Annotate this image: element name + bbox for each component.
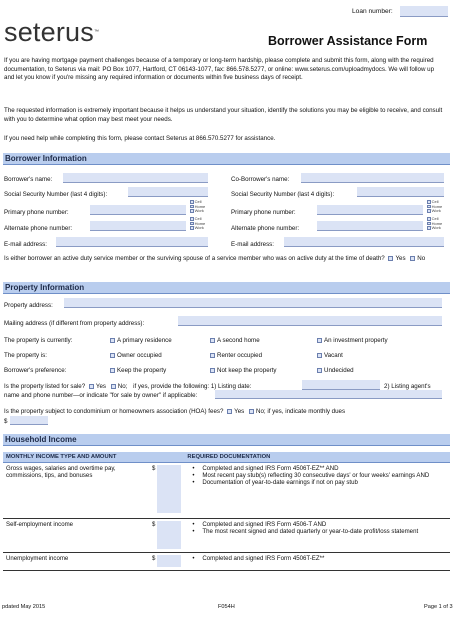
vacant-checkbox[interactable]: [317, 353, 322, 358]
coborrower-primary-phone-type-options: Cell Home Work: [427, 200, 442, 214]
coborrower-email-field[interactable]: [284, 237, 444, 247]
second-home-checkbox[interactable]: [210, 338, 215, 343]
footer-form-code: F054H: [218, 604, 235, 610]
renter-occupied-checkbox[interactable]: [210, 353, 215, 358]
second-home-option[interactable]: A second home: [210, 337, 260, 344]
renter-occupied-option[interactable]: Renter occupied: [210, 352, 262, 359]
listed-no-checkbox[interactable]: [111, 384, 116, 389]
dollar-sign: $: [152, 465, 156, 472]
listing-agent-label: 2) Listing agent's: [384, 383, 431, 390]
logo-trademark: ™: [93, 29, 100, 35]
military-no-checkbox[interactable]: [410, 256, 415, 261]
borrower-name-field[interactable]: [63, 173, 208, 183]
listing-agent-field[interactable]: [215, 390, 442, 399]
intro-paragraph-2: The requested information is extremely important because it helps us understand your situation, identify the solutions you may be eligible to receive, and consult with you to determine what option may best meet your needs.: [4, 107, 443, 123]
home-checkbox[interactable]: [427, 205, 431, 209]
income-type-label: Gross wages, salaries and overtime pay, commissions, tips, and bonuses: [6, 465, 116, 480]
work-checkbox[interactable]: [190, 209, 194, 213]
table-row: [3, 553, 450, 571]
coborrower-alternate-phone-type-options: Cell Home Work: [427, 217, 442, 231]
listed-for-sale-question: Is the property listed for sale?: [4, 383, 86, 390]
doc-item: • Completed and signed IRS Form 4506T-EZ**: [187, 555, 447, 562]
hoa-dollar-sign: $: [4, 418, 8, 425]
logo-text: seterus: [4, 17, 94, 47]
coborrower-name-field[interactable]: [301, 173, 444, 183]
income-type-label: Self-employment income: [6, 521, 74, 528]
cell-checkbox[interactable]: [427, 217, 431, 221]
not-keep-property-checkbox[interactable]: [210, 368, 215, 373]
borrower-name-label: Borrower's name:: [4, 176, 53, 183]
hoa-question: Is the property subject to condominium or homeowners association (HOA) fees?: [4, 408, 224, 415]
home-checkbox[interactable]: [190, 222, 194, 226]
alternate-phone-type-options: Cell Home Work: [190, 217, 205, 231]
undecided-option[interactable]: Undecided: [317, 367, 354, 374]
loan-number-field[interactable]: [400, 6, 448, 17]
primary-residence-option[interactable]: A primary residence: [110, 337, 172, 344]
email-field[interactable]: [56, 237, 208, 247]
documentation-cell: [184, 463, 450, 519]
military-yes-checkbox[interactable]: [388, 256, 393, 261]
doc-item: • The most recent signed and dated quarterly or year-to-date profit/loss statement: [187, 528, 447, 535]
property-address-label: Property address:: [4, 302, 53, 309]
doc-item: • Completed and signed IRS Form 4506T-EZ** AND: [187, 465, 447, 472]
income-amount-field[interactable]: [157, 555, 181, 567]
coborrower-email-label: E-mail address:: [231, 241, 274, 248]
owner-occupied-checkbox[interactable]: [110, 353, 115, 358]
listed-yes-label: Yes: [95, 383, 106, 390]
coborrower-ssn-field[interactable]: [357, 187, 444, 197]
income-amount-field[interactable]: [157, 465, 181, 513]
loan-number-label: Loan number:: [352, 8, 393, 15]
work-checkbox[interactable]: [427, 209, 431, 213]
household-income-table: [3, 452, 450, 571]
hoa-yes-checkbox[interactable]: [227, 409, 232, 414]
seterus-logo: [4, 19, 99, 46]
listing-date-text: if yes, provide the following: 1) Listing date:: [133, 383, 252, 390]
hoa-row: [4, 408, 345, 415]
listed-for-sale-row: [4, 383, 251, 390]
property-information-heading: Property Information: [3, 282, 450, 294]
hoa-no-checkbox[interactable]: [249, 409, 254, 414]
doc-item: • Most recent pay stub(s) reflecting 30 consecutive days' or four weeks' earnings AND: [187, 472, 447, 479]
dollar-sign: $: [152, 521, 156, 528]
coborrower-name-label: Co-Borrower's name:: [231, 176, 290, 183]
mailing-address-field[interactable]: [178, 316, 442, 326]
work-checkbox[interactable]: [427, 226, 431, 230]
not-keep-property-option[interactable]: Not keep the property: [210, 367, 277, 374]
listed-no-label: No;: [117, 383, 128, 390]
intro-paragraph-1: If you are having mortgage payment challenges because of a temporary or long-term hardship, please complete and submit this form, along with the required documentation, to Seterus via mail: PO Box 1077, Hartford, CT 06143-1077, fax: 866.578.5277, or online: www.seterus.com/uploadmydocs. We will follow up and let you know if you're missing any required information or documents within five business days of receipt.: [4, 57, 435, 81]
home-checkbox[interactable]: [427, 222, 431, 226]
dollar-sign: $: [152, 555, 156, 562]
undecided-checkbox[interactable]: [317, 368, 322, 373]
income-type-header: MONTHLY INCOME TYPE AND AMOUNT: [3, 452, 184, 463]
preference-label: Borrower's preference:: [4, 367, 67, 374]
investment-property-option[interactable]: An investment property: [317, 337, 388, 344]
work-checkbox[interactable]: [190, 226, 194, 230]
ssn-label: Social Security Number (last 4 digits):: [4, 191, 108, 198]
coborrower-primary-phone-label: Primary phone number:: [231, 209, 296, 216]
hoa-yes-label: Yes: [234, 408, 245, 415]
cell-checkbox[interactable]: [427, 200, 431, 204]
hoa-dues-field[interactable]: [10, 416, 48, 425]
email-label: E-mail address:: [4, 241, 47, 248]
income-type-label: Unemployment income: [6, 555, 69, 562]
documentation-cell: [184, 519, 450, 553]
table-row: [3, 519, 450, 553]
income-type-cell: [3, 519, 184, 553]
doc-item: • Completed and signed IRS Form 4506-T AND: [187, 521, 447, 528]
coborrower-ssn-label: Social Security Number (last 4 digits):: [231, 191, 335, 198]
listing-date-field[interactable]: [302, 380, 380, 390]
primary-phone-field[interactable]: [90, 205, 186, 215]
property-address-field[interactable]: [64, 298, 442, 308]
primary-phone-label: Primary phone number:: [4, 209, 69, 216]
keep-property-checkbox[interactable]: [110, 368, 115, 373]
form-title: Borrower Assistance Form: [268, 34, 428, 48]
listing-agent-label-line2: name and phone number—or indicate "for sale by owner" if applicable:: [4, 392, 198, 399]
footer-page-number: Page 1 of 3: [424, 604, 453, 610]
alternate-phone-field[interactable]: [90, 221, 186, 231]
coborrower-alternate-phone-field[interactable]: [317, 221, 423, 231]
property-is-label: The property is:: [4, 352, 47, 359]
cell-checkbox[interactable]: [190, 217, 194, 221]
doc-item: • Documentation of year-to-date earnings if not on pay stub: [187, 479, 447, 486]
required-documentation-header: REQUIRED DOCUMENTATION: [184, 452, 450, 463]
alternate-phone-label: Alternate phone number:: [4, 225, 73, 232]
footer-updated: pdated May 2015: [2, 604, 46, 610]
primary-phone-type-options: Cell Home Work: [190, 200, 205, 214]
hoa-no-label: No; if yes, indicate monthly dues: [255, 408, 346, 415]
home-checkbox[interactable]: [190, 205, 194, 209]
ssn-field[interactable]: [128, 187, 208, 197]
investment-property-checkbox[interactable]: [317, 338, 322, 343]
keep-property-option[interactable]: Keep the property: [110, 367, 166, 374]
borrower-information-heading: Borrower Information: [3, 153, 450, 165]
household-income-heading: Household Income: [3, 434, 450, 446]
income-amount-field[interactable]: [157, 521, 181, 549]
military-question: [4, 255, 444, 264]
documentation-cell: [184, 553, 450, 571]
mailing-address-label: Mailing address (if different from property address):: [4, 320, 145, 327]
military-no-label: No: [417, 255, 426, 262]
cell-checkbox[interactable]: [190, 200, 194, 204]
military-question-text: Is either borrower an active duty service member or the surviving spouse of a service member who was on active duty at the time of death?: [4, 255, 385, 262]
military-yes-label: Yes: [395, 255, 406, 262]
income-type-cell: [3, 463, 184, 519]
coborrower-alternate-phone-label: Alternate phone number:: [231, 225, 300, 232]
vacant-option[interactable]: Vacant: [317, 352, 343, 359]
income-type-cell: [3, 553, 184, 571]
intro-paragraph-3: If you need help while completing this form, please contact Seterus at 866.570.5277 for assistance.: [4, 135, 276, 142]
coborrower-primary-phone-field[interactable]: [317, 205, 423, 215]
property-currently-label: The property is currently:: [4, 337, 73, 344]
listed-yes-checkbox[interactable]: [89, 384, 94, 389]
primary-residence-checkbox[interactable]: [110, 338, 115, 343]
owner-occupied-option[interactable]: Owner occupied: [110, 352, 162, 359]
table-row: [3, 463, 450, 519]
